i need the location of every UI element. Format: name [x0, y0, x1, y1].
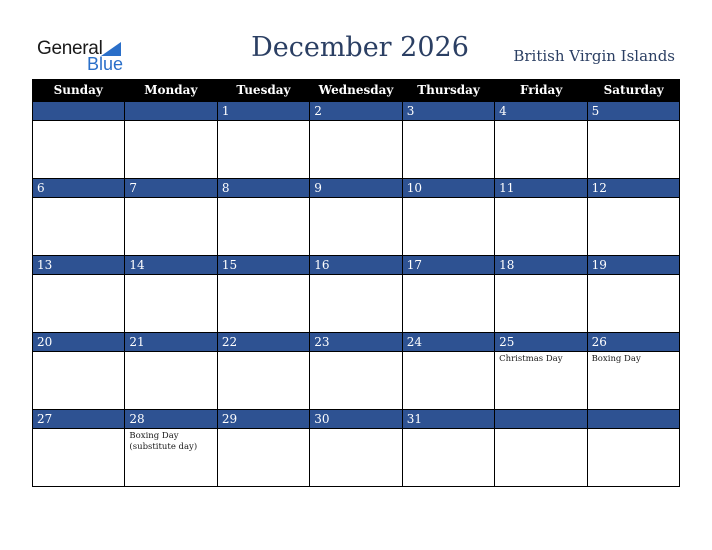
day-number: 11 [495, 179, 586, 198]
day-cell [310, 102, 402, 179]
day-number: 25 [495, 333, 586, 352]
holiday-label: Boxing Day [591, 354, 641, 364]
day-number: 2 [310, 102, 401, 121]
day-number: 7 [125, 179, 216, 198]
day-cell [125, 333, 217, 410]
week-row [32, 333, 680, 410]
day-number: 6 [33, 179, 124, 198]
day-number: 29 [218, 410, 309, 429]
day-cell [495, 256, 587, 333]
calendar-grid [32, 79, 680, 487]
day-cell [218, 256, 310, 333]
day-number: 16 [310, 256, 401, 275]
day-cell [588, 256, 680, 333]
weekday-header: Saturday [603, 83, 664, 97]
day-cell [125, 179, 217, 256]
day-cell [495, 333, 587, 410]
day-number: 20 [33, 333, 124, 352]
weekday-header-row [32, 79, 680, 102]
week-row [32, 102, 680, 179]
day-number: 23 [310, 333, 401, 352]
day-cell [33, 179, 125, 256]
weeks-container [32, 102, 680, 487]
day-cell [33, 410, 125, 487]
day-number: 21 [125, 333, 216, 352]
day-cell [125, 102, 217, 179]
day-cell [495, 102, 587, 179]
day-number: 28 [125, 410, 216, 429]
day-cell [218, 333, 310, 410]
weekday-header: Wednesday [318, 83, 394, 97]
day-cell [588, 333, 680, 410]
day-number [125, 102, 216, 121]
day-cell [403, 410, 495, 487]
day-number: 5 [588, 102, 679, 121]
week-row [32, 179, 680, 256]
day-number: 30 [310, 410, 401, 429]
day-number [588, 410, 679, 429]
day-cell [125, 410, 217, 487]
day-cell [403, 102, 495, 179]
day-cell [403, 179, 495, 256]
day-cell [33, 256, 125, 333]
weekday-header: Sunday [53, 83, 103, 97]
day-number [495, 410, 586, 429]
weekday-header: Thursday [417, 83, 480, 97]
day-number: 27 [33, 410, 124, 429]
weekday-header: Friday [519, 83, 563, 97]
region-label: British Virgin Islands [513, 47, 675, 65]
day-number: 26 [588, 333, 679, 352]
day-number: 13 [33, 256, 124, 275]
day-cell [403, 256, 495, 333]
day-cell [218, 410, 310, 487]
day-cell [218, 102, 310, 179]
week-row [32, 410, 680, 487]
day-cell [588, 102, 680, 179]
day-number: 15 [218, 256, 309, 275]
day-number: 17 [403, 256, 494, 275]
day-number: 1 [218, 102, 309, 121]
day-cell [33, 333, 125, 410]
day-cell [403, 333, 495, 410]
day-cell [588, 179, 680, 256]
day-number: 22 [218, 333, 309, 352]
day-cell [495, 179, 587, 256]
weekday-header: Tuesday [236, 83, 291, 97]
day-cell [310, 410, 402, 487]
day-number: 12 [588, 179, 679, 198]
day-number: 4 [495, 102, 586, 121]
day-number [33, 102, 124, 121]
day-cell [33, 102, 125, 179]
day-number: 31 [403, 410, 494, 429]
day-number: 8 [218, 179, 309, 198]
calendar-title: December 2026 [251, 32, 469, 63]
logo-text-blue: Blue [87, 54, 124, 74]
weekday-header: Monday [144, 83, 198, 97]
logo-text-general: General [37, 38, 103, 59]
day-cell [588, 410, 680, 487]
day-cell [495, 410, 587, 487]
holiday-label: Christmas Day [499, 354, 563, 364]
holiday-label: Boxing Day (substitute day) [129, 431, 198, 452]
day-number: 14 [125, 256, 216, 275]
day-number: 3 [403, 102, 494, 121]
day-number: 10 [403, 179, 494, 198]
day-number: 9 [310, 179, 401, 198]
day-number: 19 [588, 256, 679, 275]
day-cell [310, 333, 402, 410]
day-cell [310, 179, 402, 256]
day-cell [218, 179, 310, 256]
week-row [32, 256, 680, 333]
day-number: 24 [403, 333, 494, 352]
logo [37, 38, 127, 74]
day-cell [125, 256, 217, 333]
day-cell [310, 256, 402, 333]
day-number: 18 [495, 256, 586, 275]
